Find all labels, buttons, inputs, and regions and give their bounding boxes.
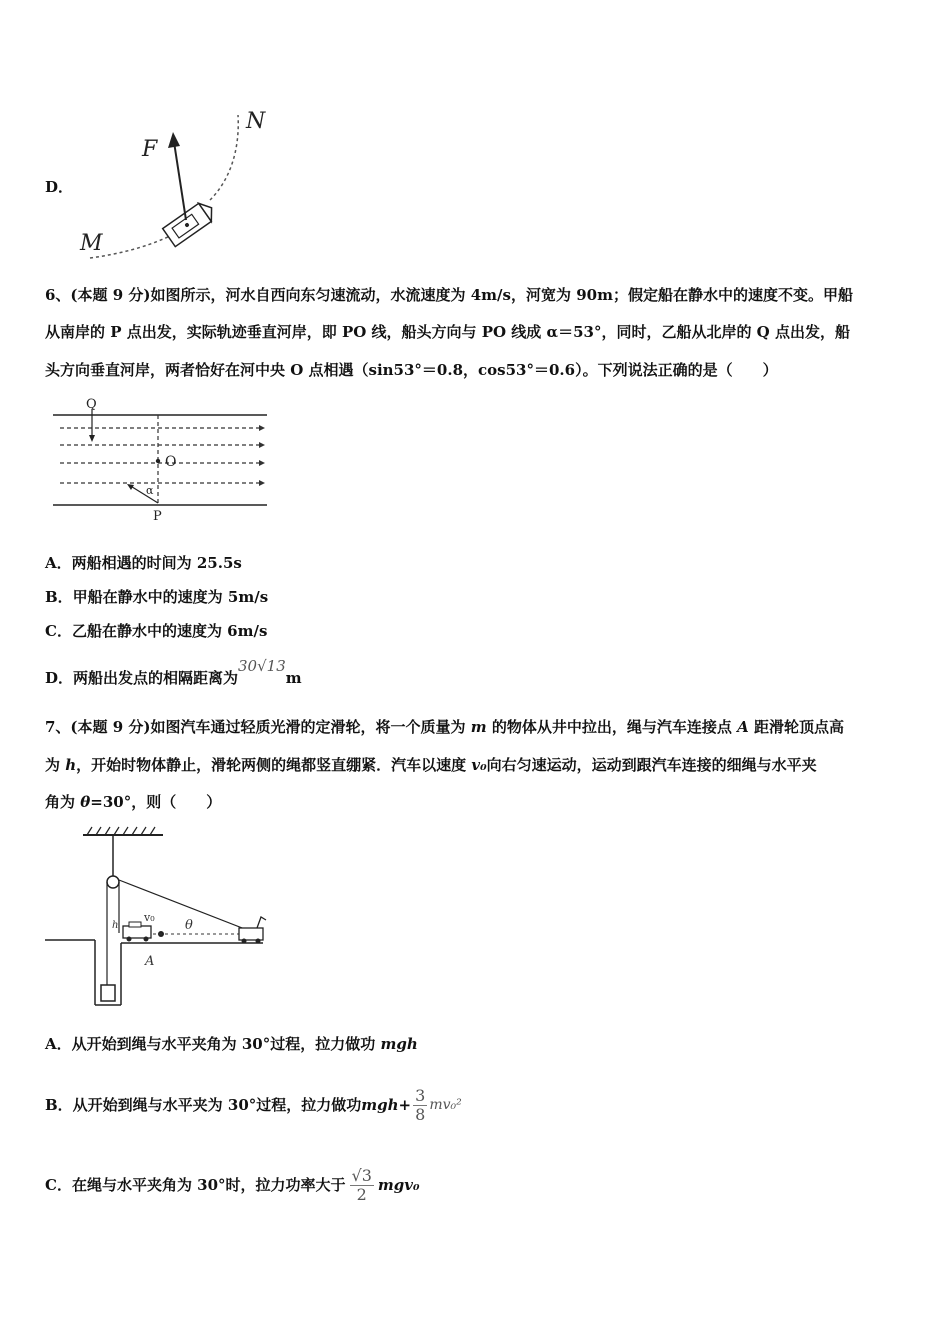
- point-o: [156, 459, 160, 463]
- q6-option-c[interactable]: C．乙船在静水中的速度为 6m/s: [45, 622, 268, 640]
- q6-stem-line1: 6、(本题 9 分)如图所示，河水自西向东匀速流动，水流速度为 4m/s，河宽为 90m；假定船在静水中的速度不变。甲船: [45, 286, 853, 304]
- q7-pulley-figure: [45, 825, 270, 1010]
- q5-figure: [70, 100, 290, 270]
- start-label-m: M: [80, 231, 103, 256]
- car-initial: [123, 922, 151, 942]
- q6-river-figure: [45, 395, 275, 525]
- q7-stem-line1: 7、(本题 9 分)如图汽车通过轻质光滑的定滑轮，将一个质量为 m 的物体从井中拉出，绳与汽车连接点 A 距滑轮顶点高: [45, 718, 844, 736]
- load-block: [101, 985, 115, 1001]
- label-q: Q: [86, 397, 97, 412]
- q6-option-d-text: D．两船出发点的相隔距离为: [45, 669, 239, 687]
- pulley: [107, 876, 119, 888]
- q7-option-c-tail: mgv₀: [377, 1176, 420, 1194]
- force-label: F: [142, 137, 158, 162]
- q6-stem-line2: 从南岸的 P 点出发，实际轨迹垂直河岸，即 PO 线，船头方向与 PO 线成 α＝53°，同时，乙船从北岸的 Q 点出发，船: [45, 323, 850, 341]
- label-v0: v₀: [144, 911, 155, 924]
- q6-stem-line3: 头方向垂直河岸，两者恰好在河中央 O 点相遇（sin53°＝0.8，cos53°＝0.6）。下列说法正确的是（ ）: [45, 361, 778, 379]
- label-alpha: α: [146, 484, 154, 497]
- q6-option-d[interactable]: [45, 657, 302, 688]
- q7-option-a[interactable]: A．从开始到绳与水平夹角为 30°过程，拉力做功 mgh: [45, 1035, 418, 1053]
- q7-option-b-tail: mv₀²: [429, 1097, 462, 1113]
- force-arrow: [174, 142, 186, 220]
- q5-option-d-label: D．: [45, 178, 74, 196]
- p-boat-heading: [129, 485, 158, 503]
- q7-option-b[interactable]: B．从开始到绳与水平夹为 30°过程，拉力做功 mgh+ $\frac{3}{8}$ mv₀²: [45, 1085, 462, 1124]
- ceiling-hatch: [87, 827, 155, 835]
- q7-option-c[interactable]: C．在绳与水平夹角为 30°时，拉力功率大于 $\frac{√3}{2}$ mgv₀: [45, 1165, 420, 1204]
- q5-option-d[interactable]: [45, 177, 73, 197]
- boat-shape: [163, 199, 218, 247]
- q7-option-a-math: mgh: [380, 1035, 418, 1053]
- end-label-n: N: [246, 109, 266, 134]
- q6-option-d-unit: m: [285, 669, 302, 687]
- q6-option-d-math: 30√13: [238, 657, 286, 675]
- q6-option-b[interactable]: B．甲船在静水中的速度为 5m/s: [45, 588, 269, 606]
- q7-option-b-fraction: $\frac{3}{8}$: [415, 1085, 426, 1124]
- q7-option-c-fraction: $\frac{√3}{2}$: [351, 1165, 372, 1204]
- car-final: [239, 917, 266, 944]
- label-theta: θ: [185, 918, 193, 933]
- label-p: P: [153, 509, 162, 524]
- q7-stem-line2: 为 h，开始时物体静止，滑轮两侧的绳都竖直绷紧．汽车以速度 v₀向右匀速运动，运动到跟汽车连接的细绳与水平夹: [45, 756, 817, 774]
- label-h: h: [112, 920, 119, 931]
- force-arrow-head: [168, 132, 180, 148]
- trajectory-upper-curve: [210, 115, 238, 200]
- label-o: O: [165, 454, 177, 470]
- q6-option-a[interactable]: A．两船相遇的时间为 25.5s: [45, 554, 242, 572]
- q7-stem-line3: 角为 θ=30°，则（ ）: [45, 793, 222, 811]
- label-a: A: [145, 954, 155, 969]
